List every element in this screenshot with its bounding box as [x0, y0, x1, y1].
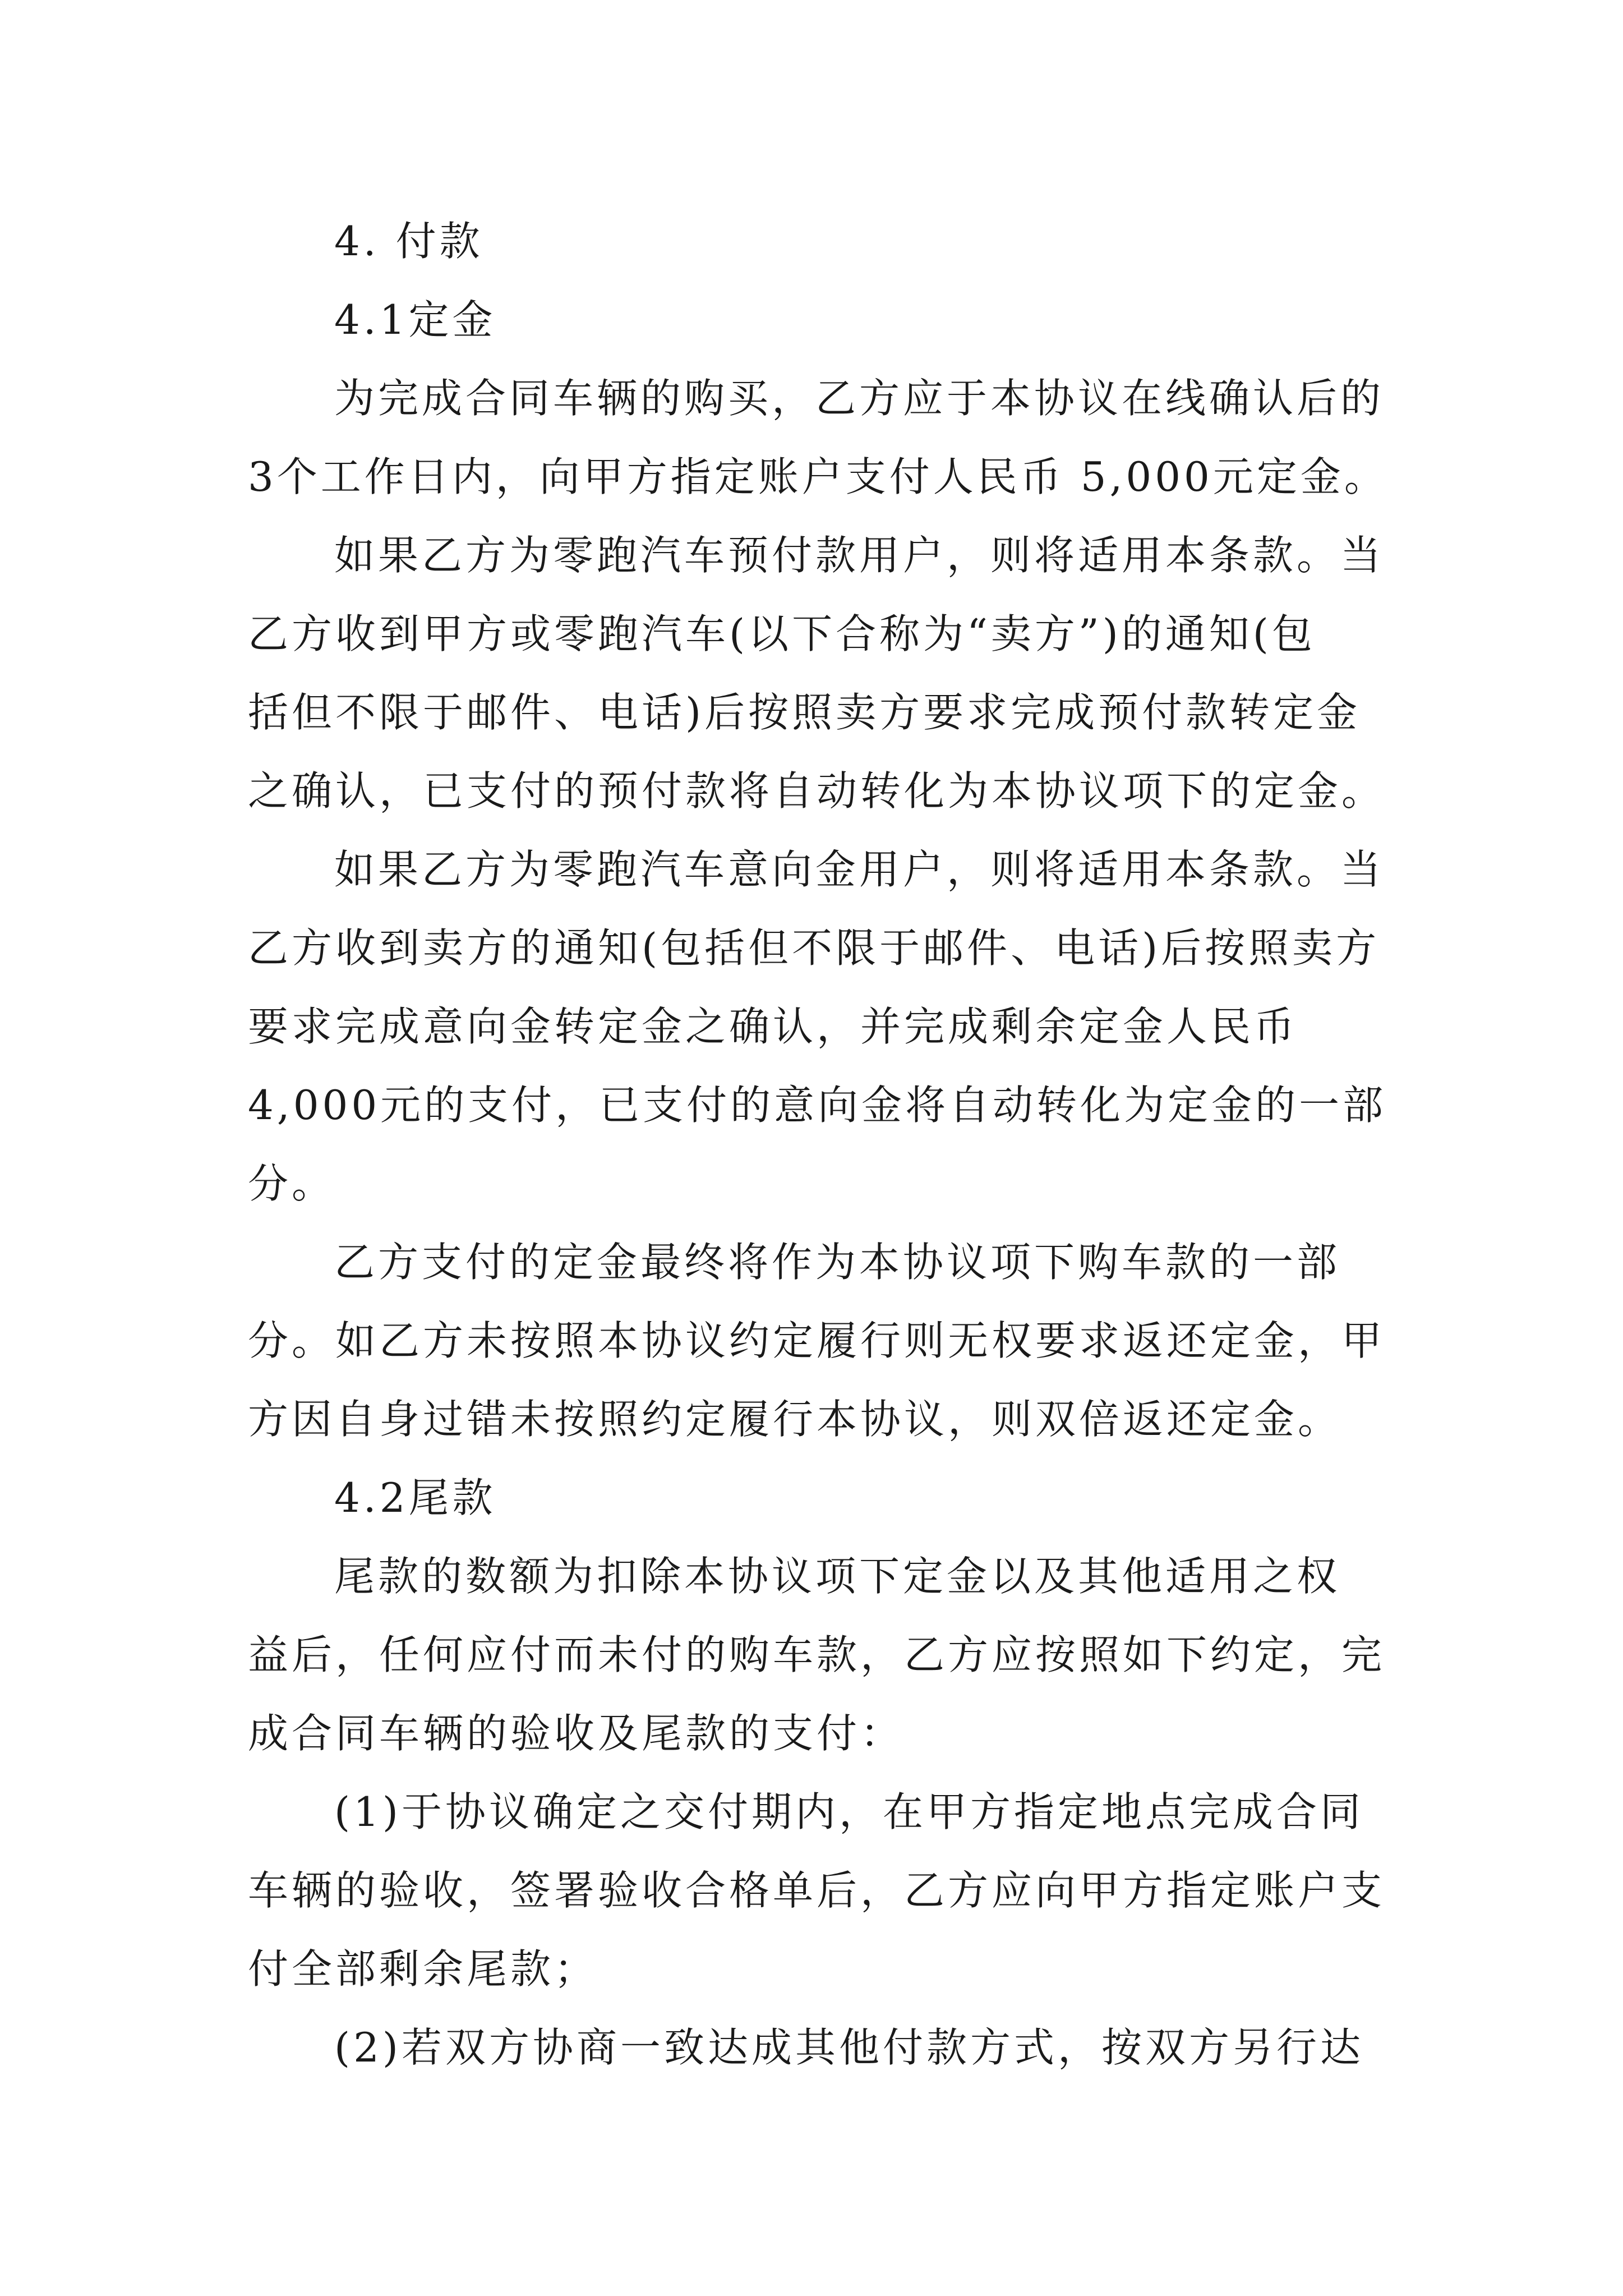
paragraph-line: 如果乙方为零跑汽车意向金用户，则将适用本条款。当: [334, 846, 1385, 893]
paragraph-line: 成合同车辆的验收及尾款的支付：: [248, 1710, 905, 1757]
paragraph-line: (1)于协议确定之交付期内，在甲方指定地点完成合同: [334, 1788, 1364, 1835]
paragraph-line: 付全部剩余尾款；: [248, 1945, 598, 1993]
balance-heading: 4.2尾款: [334, 1474, 496, 1521]
paragraph-line: (2)若双方协商一致达成其他付款方式，按双方另行达: [334, 2024, 1364, 2071]
paragraph-line: 车辆的验收，签署验收合格单后，乙方应向甲方指定账户支: [248, 1867, 1386, 1914]
paragraph-line: 之确认，已支付的预付款将自动转化为本协议项下的定金。: [248, 767, 1386, 815]
paragraph-line: 尾款的数额为扣除本协议项下定金以及其他适用之权: [334, 1553, 1341, 1600]
section-title: 4. 付款: [334, 218, 483, 265]
paragraph-line: 如果乙方为零跑汽车预付款用户，则将适用本条款。当: [334, 532, 1385, 579]
paragraph-line: 为完成合同车辆的购买，乙方应于本协议在线确认后的: [334, 375, 1385, 422]
paragraph-line: 方因自身过错未按照约定履行本协议，则双倍返还定金。: [248, 1396, 1342, 1443]
paragraph-line: 乙方收到甲方或零跑汽车(以下合称为“卖方”)的通知(包: [248, 610, 1316, 657]
paragraph-line: 3个工作日内，向甲方指定账户支付人民币 5,000元定金。: [248, 453, 1388, 500]
deposit-heading: 4.1定金: [334, 296, 496, 343]
paragraph-line: 乙方支付的定金最终将作为本协议项下购车款的一部: [334, 1239, 1341, 1286]
paragraph-line: 括但不限于邮件、电话)后按照卖方要求完成预付款转定金: [248, 689, 1361, 736]
paragraph-line: 要求完成意向金转定金之确认，并完成剩余定金人民币: [248, 1003, 1298, 1050]
paragraph-line: 乙方收到卖方的通知(包括但不限于邮件、电话)后按照卖方: [248, 924, 1380, 972]
paragraph-line: 益后，任何应付而未付的购车款，乙方应按照如下约定，完: [248, 1631, 1386, 1678]
paragraph-line: 4,000元的支付，已支付的意向金将自动转化为定金的一部: [248, 1082, 1387, 1129]
paragraph-line: 分。: [248, 1160, 336, 1207]
paragraph-line: 分。如乙方未按照本协议约定履行则无权要求返还定金，甲: [248, 1317, 1386, 1364]
